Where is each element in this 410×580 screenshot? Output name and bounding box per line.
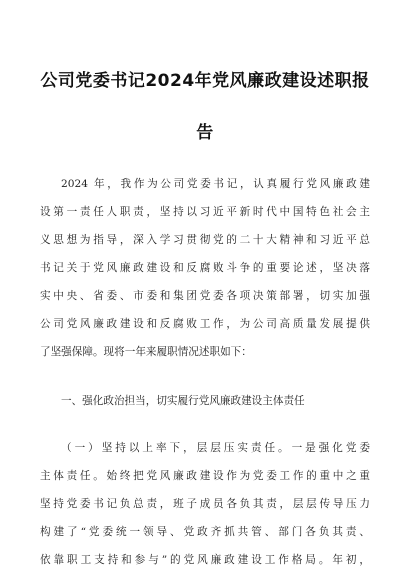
- document-title-line-2: 告: [196, 123, 214, 143]
- paragraph-2-line-4: 构建了“党委统一领导、党政齐抓共管、部门各负其责、: [40, 526, 370, 538]
- paragraph-1-line-2: 设第一责任人职责，坚持以习近平新时代中国特色社会主: [40, 206, 370, 218]
- paragraph-2-line-1: （一）坚持以上率下，层层压实责任。一是强化党委: [61, 442, 370, 454]
- paragraph-1-line-3: 义思想为指导，深入学习贯彻党的二十大精神和习近平总: [40, 234, 370, 246]
- section-heading-1: 一、强化政治担当，切实履行党风廉政建设主体责任: [61, 395, 305, 407]
- paragraph-2-line-3: 坚持党委书记负总责，班子成员各负其责，层层传导压力: [40, 498, 370, 510]
- paragraph-2-line-5: 依靠职工支持和参与”的党风廉政建设工作格局。年初，: [40, 554, 370, 566]
- paragraph-2-line-2: 主体责任。始终把党风廉政建设作为党委工作的重中之重: [40, 470, 370, 482]
- paragraph-1-line-7: 了坚强保障。现将一年来履职情况述职如下：: [40, 346, 252, 358]
- document-title-line-1: 公司党委书记2024年党风廉政建设述职报: [40, 71, 370, 91]
- paragraph-1-line-1: 2024 年，我作为公司党委书记，认真履行党风廉政建: [61, 178, 370, 190]
- paragraph-1-line-6: 公司党风廉政建设和反腐败工作，为公司高质量发展提供: [40, 318, 370, 330]
- paragraph-1-line-5: 实中央、省委、市委和集团党委各项决策部署，切实加强: [40, 290, 370, 302]
- paragraph-1-line-4: 书记关于党风廉政建设和反腐败斗争的重要论述，坚决落: [40, 262, 370, 274]
